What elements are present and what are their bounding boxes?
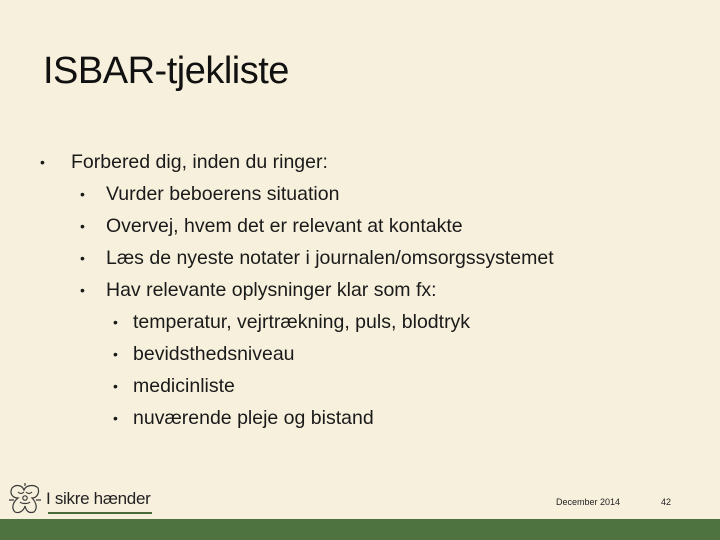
bullet-dot: • (80, 250, 85, 266)
bottom-bar (0, 519, 720, 540)
bullet-dot: • (40, 154, 45, 170)
logo-text: I sikre hænder (46, 489, 151, 508)
slide-title: ISBAR-tjekliste (43, 50, 289, 92)
bullet-item (40, 306, 690, 338)
bullet-item (40, 178, 690, 210)
bullet-dot: • (80, 282, 85, 298)
bullet-text: Overvej, hvem det er relevant at kontakte (106, 215, 463, 237)
page-number: 42 (661, 497, 672, 507)
bullet-text: bevidsthedsniveau (133, 343, 295, 365)
bullet-text: Forbered dig, inden du ringer: (71, 151, 328, 173)
bullet-text: temperatur, vejrtrækning, puls, blodtryk (133, 311, 471, 333)
bullet-text: Vurder beboerens situation (106, 183, 340, 205)
bullet-dot: • (80, 218, 85, 234)
bullet-text: Hav relevante oplysninger klar som fx: (106, 279, 437, 301)
bullet-item (40, 338, 690, 370)
bullet-item (40, 370, 690, 402)
bullet-text: medicinliste (133, 375, 235, 397)
bullet-dot: • (113, 314, 118, 330)
bullet-dot: • (113, 410, 118, 426)
bullet-item (40, 210, 690, 242)
bullet-list (40, 146, 690, 434)
bullet-item (40, 242, 690, 274)
bullet-dot: • (113, 346, 118, 362)
bullet-dot: • (80, 186, 85, 202)
bullet-text: nuværende pleje og bistand (133, 407, 374, 429)
logo-underline (48, 512, 152, 514)
bullet-item (40, 274, 690, 306)
crest-icon (6, 482, 44, 516)
footer-logo (6, 482, 156, 516)
bullet-dot: • (113, 378, 118, 394)
bullet-item (40, 146, 690, 178)
bullet-text: Læs de nyeste notater i journalen/omsorgssystemet (106, 247, 554, 269)
footer-date: December 2014 (556, 497, 621, 507)
bullet-item (40, 402, 690, 434)
